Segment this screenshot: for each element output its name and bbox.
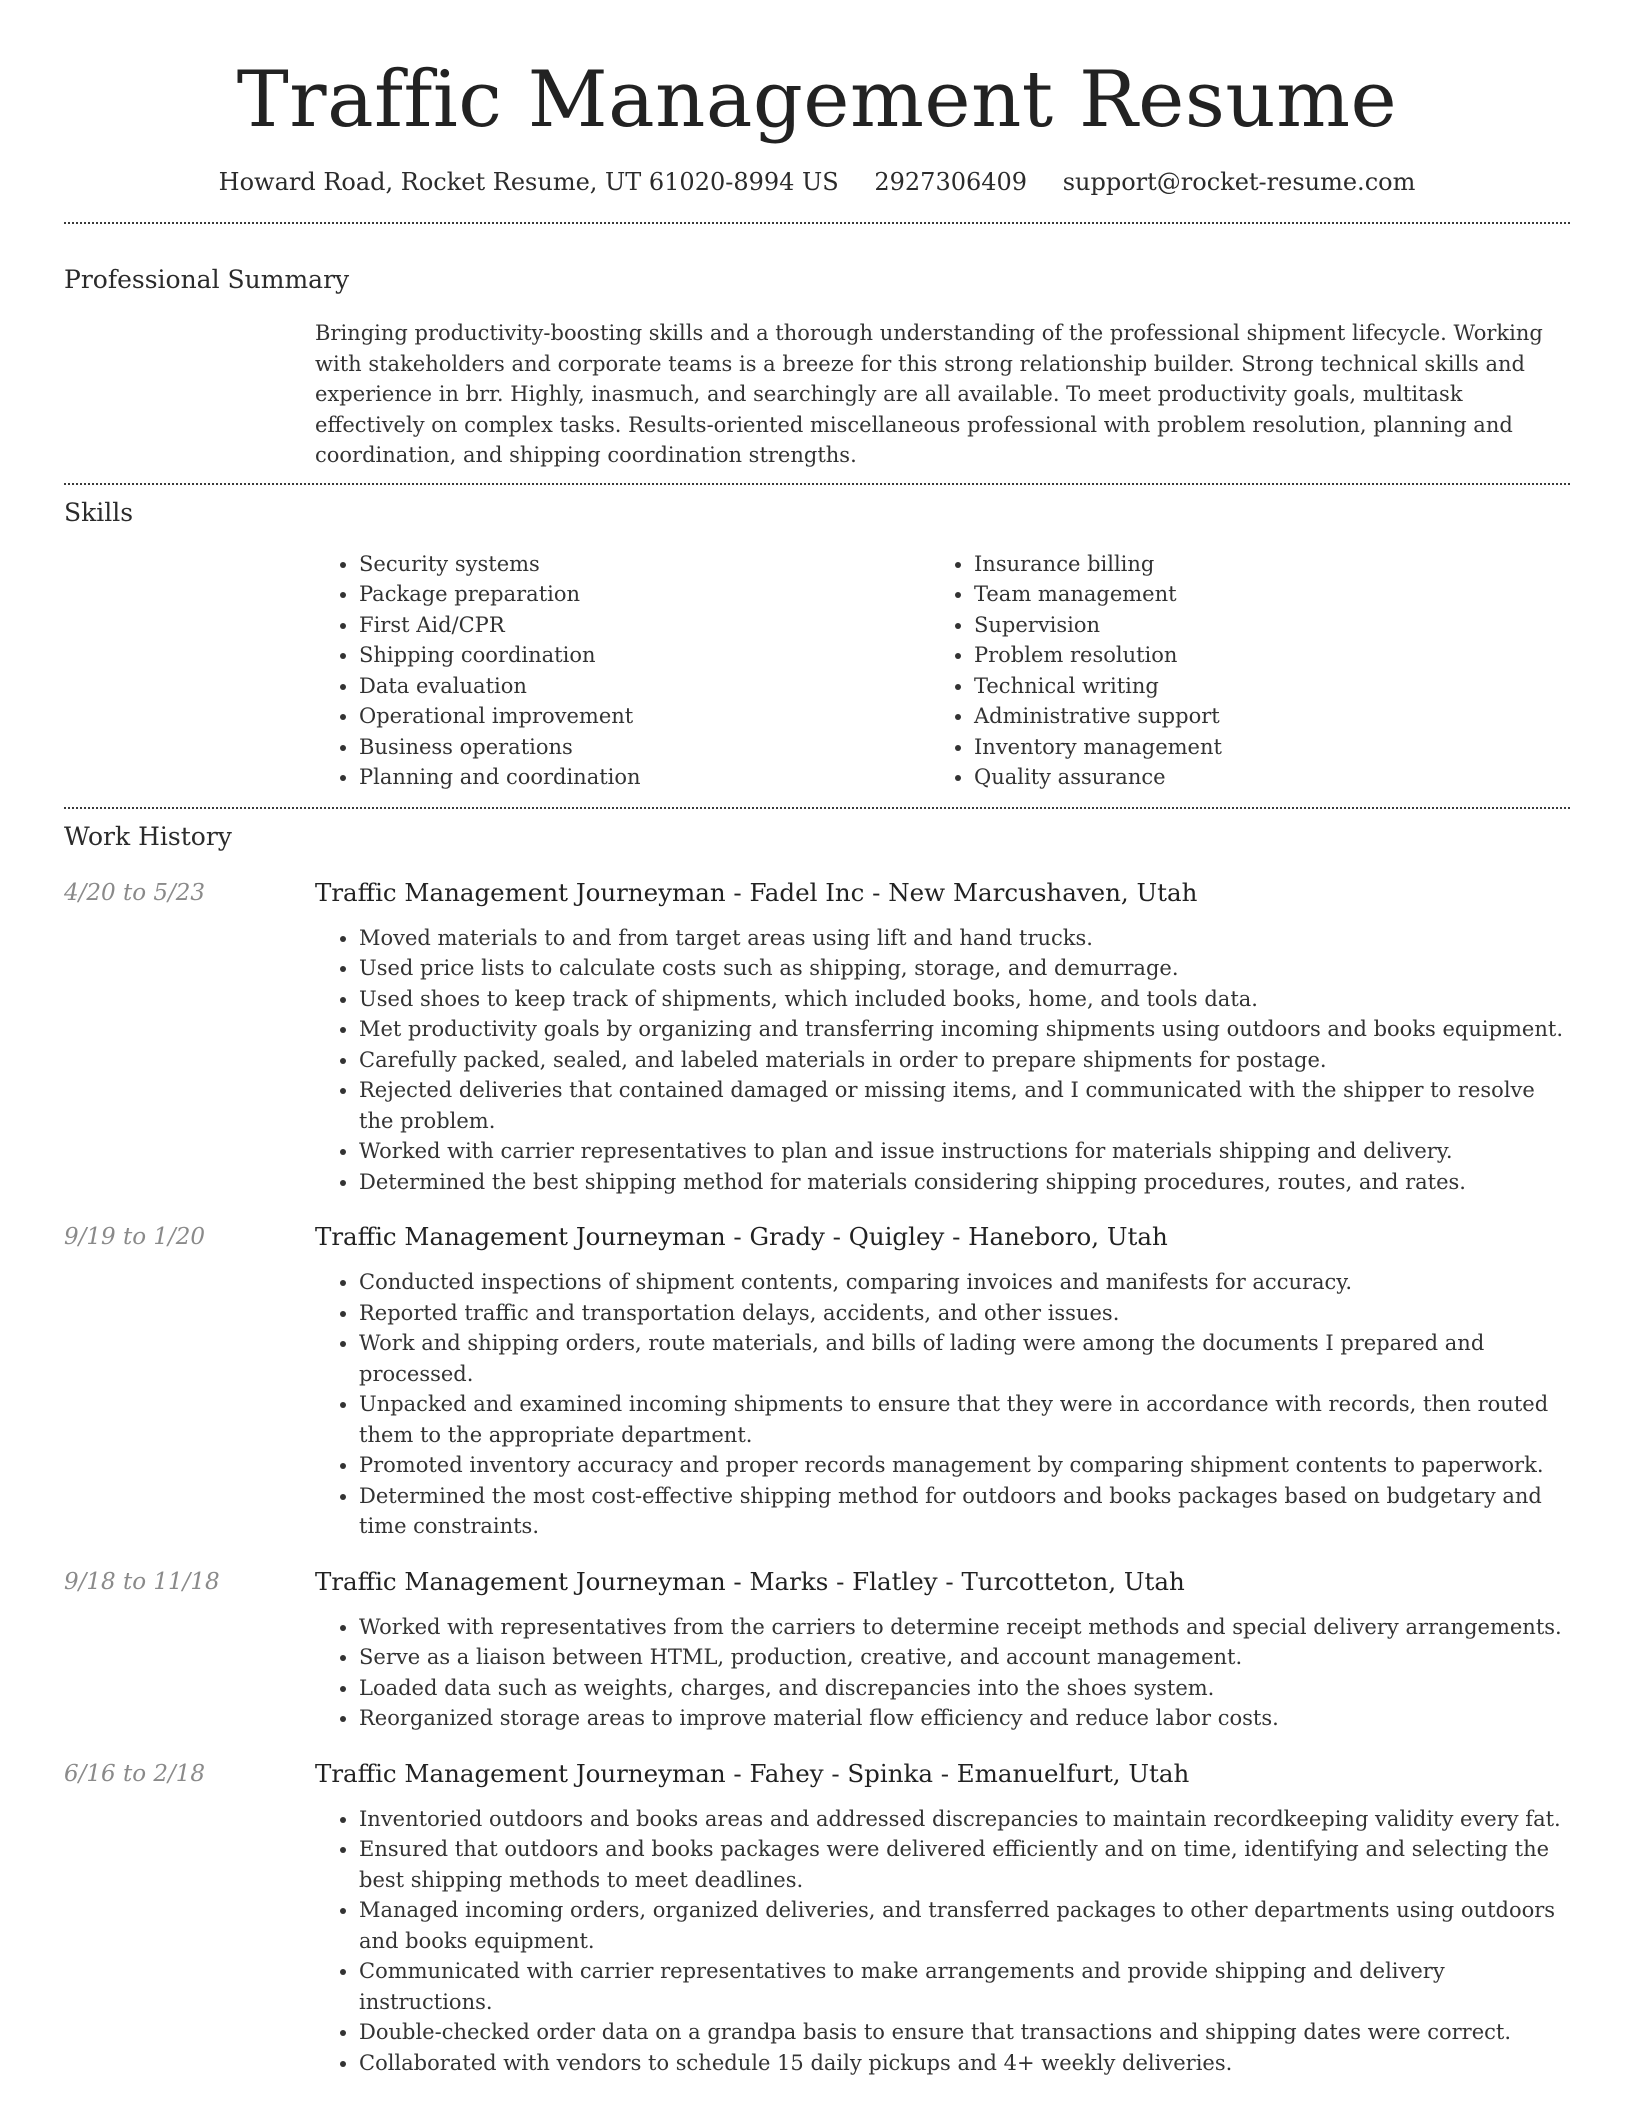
job-bullet: • Ensured that outdoors and books packages were delivered efficiently and on time, identifying and selecting the best shipping methods to meet deadlines.	[359, 1834, 1570, 1895]
job-bullet: • Determined the most cost-effective shipping method for outdoors and books packages based on budgetary and time constraints.	[359, 1481, 1570, 1542]
skill-item: • Inventory management	[974, 732, 1545, 763]
skills-grid	[315, 549, 1570, 807]
job-entry	[64, 1758, 1570, 2079]
job-bullet: • Rejected deliveries that contained damaged or missing items, and I communicated with the shipper to resolve the problem.	[359, 1075, 1570, 1136]
job-entry	[64, 877, 1570, 1198]
job-bullet: • Communicated with carrier representatives to make arrangements and provide shipping and delivery instructions.	[359, 1956, 1570, 2017]
job-bullet: • Unpacked and examined incoming shipments to ensure that they were in accordance with records, then routed them to the appropriate department.	[359, 1389, 1570, 1450]
skill-item: • Shipping coordination	[359, 640, 930, 671]
job-bullets	[315, 923, 1570, 1198]
job-bullet: • Conducted inspections of shipment contents, comparing invoices and manifests for accuracy.	[359, 1267, 1570, 1298]
skills-heading: Skills	[64, 497, 134, 527]
job-bullet: • Promoted inventory accuracy and proper records management by comparing shipment contents to paperwork.	[359, 1450, 1570, 1481]
job-bullets	[315, 1267, 1570, 1542]
job-bullet: • Worked with representatives from the carriers to determine receipt methods and special delivery arrangements.	[359, 1612, 1570, 1643]
job-bullet: • Worked with carrier representatives to plan and issue instructions for materials shipping and delivery.	[359, 1136, 1570, 1167]
job-bullet: • Collaborated with vendors to schedule 15 daily pickups and 4+ weekly deliveries.	[359, 2048, 1570, 2079]
skill-item: • Administrative support	[974, 701, 1545, 732]
job-bullet: • Inventoried outdoors and books areas and addressed discrepancies to maintain recordkeeping validity every fat.	[359, 1804, 1570, 1835]
job-bullet: • Work and shipping orders, route materials, and bills of lading were among the documents I prepared and processed.	[359, 1328, 1570, 1389]
job-heading: Traffic Management Journeyman - Marks - Flatley - Turcotteton, Utah	[315, 1566, 1185, 1596]
job-body	[315, 1221, 1570, 1542]
job-bullet: • Moved materials to and from target areas using lift and hand trucks.	[359, 923, 1570, 954]
job-heading: Traffic Management Journeyman - Grady - Quigley - Haneboro, Utah	[315, 1222, 1168, 1251]
contact-email: support@rocket-resume.com	[1062, 168, 1416, 196]
skill-item: • Insurance billing	[974, 549, 1545, 580]
skill-item: • First Aid/CPR	[359, 610, 930, 641]
job-body	[315, 1566, 1570, 1734]
job-bullet: • Reorganized storage areas to improve material flow efficiency and reduce labor costs.	[359, 1703, 1570, 1734]
work-history-heading: Work History	[64, 821, 232, 851]
contact-phone: 2927306409	[874, 168, 1028, 196]
job-bullet: • Met productivity goals by organizing and transferring incoming shipments using outdoors and books equipment.	[359, 1014, 1570, 1045]
skill-item: • Operational improvement	[359, 701, 930, 732]
contact-address: Howard Road, Rocket Resume, UT 61020-8994 US	[218, 168, 839, 196]
job-bullet: • Carefully packed, sealed, and labeled materials in order to prepare shipments for postage.	[359, 1045, 1570, 1076]
job-entry	[64, 1221, 1570, 1542]
skills-list-right	[930, 549, 1545, 793]
summary-heading: Professional Summary	[64, 265, 350, 294]
job-bullet: • Double-checked order data on a grandpa basis to ensure that transactions and shipping dates were correct.	[359, 2017, 1570, 2048]
skill-item: • Quality assurance	[974, 762, 1545, 793]
job-dates: 9/18 to 11/18	[64, 1568, 220, 1595]
skill-item: • Problem resolution	[974, 640, 1545, 671]
job-bullet: • Managed incoming orders, organized deliveries, and transferred packages to other departments using outdoors and books equipment.	[359, 1895, 1570, 1956]
resume-page	[64, 0, 1570, 2078]
job-bullet: • Loaded data such as weights, charges, and discrepancies into the shoes system.	[359, 1673, 1570, 1704]
job-bullet: • Serve as a liaison between HTML, production, creative, and account management.	[359, 1642, 1570, 1673]
job-bullets	[315, 1612, 1570, 1734]
job-bullet: • Reported traffic and transportation delays, accidents, and other issues.	[359, 1298, 1570, 1329]
skill-item: • Data evaluation	[359, 671, 930, 702]
job-bullet: • Determined the best shipping method for materials considering shipping procedures, routes, and rates.	[359, 1167, 1570, 1198]
job-heading: Traffic Management Journeyman - Fahey - Spinka - Emanuelfurt, Utah	[315, 1758, 1190, 1788]
job-body	[315, 1758, 1570, 2079]
job-body	[315, 877, 1570, 1198]
section-divider	[64, 483, 1570, 485]
job-bullets	[315, 1804, 1570, 2079]
resume-title: Traffic Management Resume	[236, 55, 1398, 145]
job-entry	[64, 1566, 1570, 1734]
skill-item: • Security systems	[359, 549, 930, 580]
skill-item: • Supervision	[974, 610, 1545, 641]
skill-item: • Team management	[974, 579, 1545, 610]
job-dates: 4/20 to 5/23	[64, 879, 206, 906]
skill-item: • Technical writing	[974, 671, 1545, 702]
summary-text: Bringing productivity-boosting skills and a thorough understanding of the professional shipment lifecycle. Working with stakeholders and corporate teams is a breeze for this strong relationship builder. Strong technical skills and experience in brr. Highly, inasmuch, and searchingly are all available. To meet productivity goals, multitask effectively on complex tasks. Results-oriented miscellaneous professional with problem resolution, planning and coordination, and shipping coordination strengths.	[315, 321, 1543, 467]
skill-item: • Business operations	[359, 732, 930, 763]
job-bullet: • Used shoes to keep track of shipments, which included books, home, and tools data.	[359, 984, 1570, 1015]
contact-line	[64, 166, 1570, 198]
section-divider	[64, 222, 1570, 224]
job-dates: 6/16 to 2/18	[64, 1760, 206, 1787]
skill-item: • Planning and coordination	[359, 762, 930, 793]
skills-list-left	[315, 549, 930, 793]
job-dates: 9/19 to 1/20	[64, 1224, 206, 1250]
skill-item: • Package preparation	[359, 579, 930, 610]
job-bullet: • Used price lists to calculate costs such as shipping, storage, and demurrage.	[359, 953, 1570, 984]
section-divider	[64, 807, 1570, 809]
job-heading: Traffic Management Journeyman - Fadel Inc - New Marcushaven, Utah	[315, 877, 1198, 907]
